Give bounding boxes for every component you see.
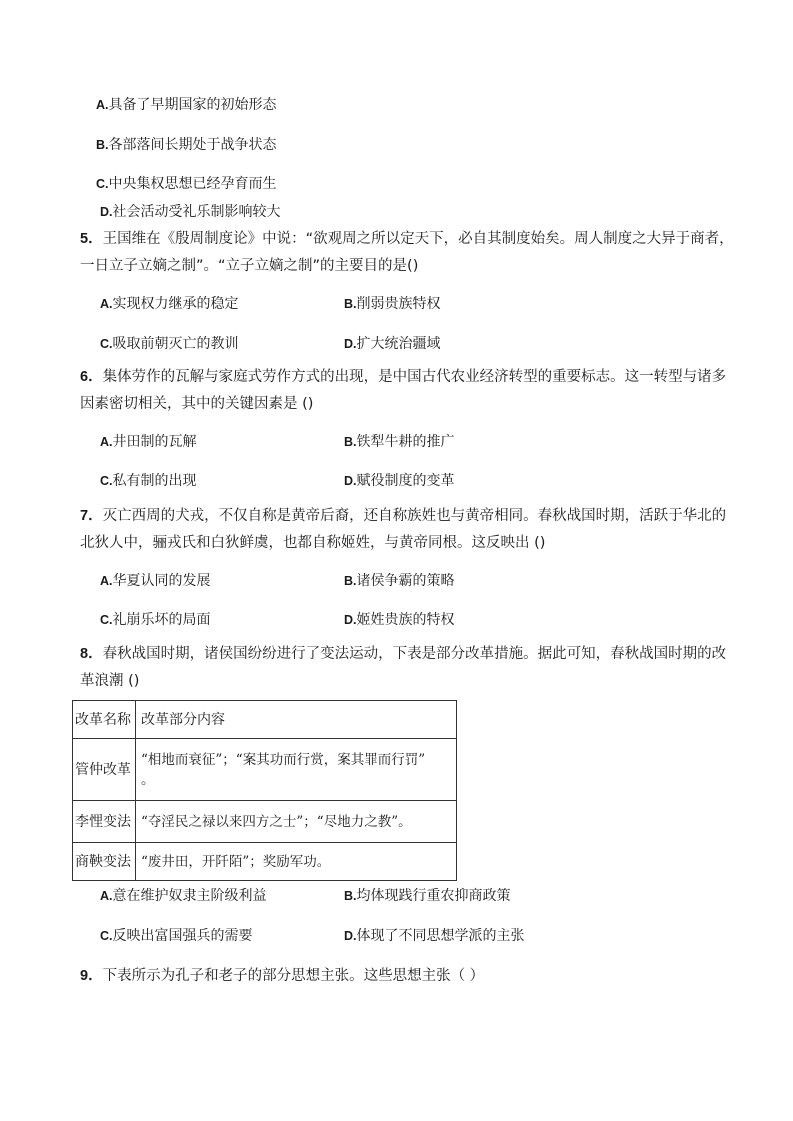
stem-text: 下表所示为孔子和老子的部分思想主张。这些思想主张（ ） bbox=[102, 968, 485, 984]
q7-stem-line1 bbox=[80, 507, 726, 525]
option-letter: C. bbox=[100, 929, 113, 943]
option-letter: C. bbox=[100, 474, 113, 488]
option-text: 反映出富国强兵的需要 bbox=[112, 928, 253, 944]
stem-text: 集体劳作的瓦解与家庭式劳作方式的出现，是中国古代农业经济转型的重要标志。这一转型与诸多 bbox=[102, 369, 727, 385]
q5-option-b[interactable] bbox=[344, 295, 441, 313]
reform-content bbox=[136, 739, 457, 801]
option-letter: A. bbox=[96, 98, 109, 112]
question-number: 7． bbox=[80, 508, 103, 524]
option-letter: B. bbox=[344, 297, 357, 311]
q6-option-d[interactable] bbox=[344, 472, 455, 490]
option-letter: C. bbox=[100, 337, 113, 351]
option-letter: C. bbox=[100, 613, 113, 627]
option-letter: B. bbox=[344, 435, 357, 449]
reform-content-line: “相地而衰征”；“案其功而行赏，案其罪而行罚” bbox=[141, 751, 426, 768]
question-number: 5． bbox=[80, 231, 103, 247]
q4-option-b[interactable] bbox=[96, 136, 277, 154]
option-text: 礼崩乐坏的局面 bbox=[112, 612, 211, 628]
q5-stem-line2: 一日立子立嫡之制”。“立子立嫡之制”的主要目的是() bbox=[80, 258, 419, 274]
stem-text: 王国维在《殷周制度论》中说：“欲观周之所以定天下，必自其制度始矣。周人制度之大异于商者， bbox=[102, 231, 734, 247]
option-letter: A. bbox=[100, 889, 113, 903]
option-letter: D. bbox=[344, 929, 357, 943]
reform-content-line: 。 bbox=[141, 771, 155, 788]
option-text: 中央集权思想已经孕育而生 bbox=[108, 176, 277, 192]
q8-option-a[interactable] bbox=[100, 887, 267, 905]
q8-option-b[interactable] bbox=[344, 887, 511, 905]
table-row bbox=[73, 801, 457, 843]
option-letter: D. bbox=[344, 337, 357, 351]
option-letter: A. bbox=[100, 574, 113, 588]
q4-option-c[interactable] bbox=[96, 175, 277, 193]
option-text: 社会活动受礼乐制影响较大 bbox=[112, 204, 281, 220]
reform-name: 商鞅变法 bbox=[73, 843, 136, 881]
table-header-content: 改革部分内容 bbox=[136, 701, 457, 739]
question-number: 6． bbox=[80, 369, 103, 385]
q7-option-b[interactable] bbox=[344, 572, 455, 590]
option-text: 均体现践行重农抑商政策 bbox=[356, 888, 511, 904]
table-header-name: 改革名称 bbox=[73, 701, 136, 739]
option-letter: B. bbox=[344, 889, 357, 903]
option-text: 吸取前朝灭亡的教训 bbox=[112, 336, 239, 352]
option-letter: D. bbox=[344, 613, 357, 627]
q6-option-a[interactable] bbox=[100, 433, 197, 451]
reform-content: “夺淫民之禄以来四方之士”；“尽地力之教”。 bbox=[136, 801, 457, 843]
q7-option-a[interactable] bbox=[100, 572, 211, 590]
q5-option-c[interactable] bbox=[100, 335, 239, 353]
option-text: 实现权力继承的稳定 bbox=[112, 296, 239, 312]
q6-stem-line2: 因素密切相关，其中的关键因素是 () bbox=[80, 396, 314, 412]
option-letter: A. bbox=[100, 297, 113, 311]
q7-option-d[interactable] bbox=[344, 611, 455, 629]
q7-option-c[interactable] bbox=[100, 611, 211, 629]
option-text: 华夏认同的发展 bbox=[112, 573, 211, 589]
option-text: 意在维护奴隶主阶级利益 bbox=[112, 888, 267, 904]
reform-name: 管仲改革 bbox=[73, 739, 136, 801]
question-number: 8． bbox=[80, 646, 103, 662]
table-header-row bbox=[73, 701, 457, 739]
option-text: 削弱贵族特权 bbox=[356, 296, 441, 312]
q6-stem-line1 bbox=[80, 368, 726, 386]
q8-option-c[interactable] bbox=[100, 927, 253, 945]
q9-stem-line1 bbox=[80, 967, 484, 985]
reform-table bbox=[72, 700, 457, 881]
option-text: 扩大统治疆域 bbox=[356, 336, 441, 352]
stem-text: 春秋战国时期，诸侯国纷纷进行了变法运动，下表是部分改革措施。据此可知，春秋战国时期的改 bbox=[102, 646, 727, 662]
option-text: 赋役制度的变革 bbox=[356, 473, 455, 489]
q5-option-d[interactable] bbox=[344, 335, 441, 353]
option-text: 各部落间长期处于战争状态 bbox=[108, 137, 277, 153]
option-letter: B. bbox=[344, 574, 357, 588]
question-number: 9． bbox=[80, 968, 103, 984]
option-letter: D. bbox=[100, 205, 113, 219]
option-letter: C. bbox=[96, 177, 109, 191]
q5-stem-line1 bbox=[80, 230, 734, 248]
q6-option-b[interactable] bbox=[344, 433, 455, 451]
q7-stem-line2: 北狄人中，骊戎氏和白狄鲜虞，也都自称姬姓，与黄帝同根。这反映出 () bbox=[80, 535, 546, 551]
table-row bbox=[73, 843, 457, 881]
option-text: 铁犁牛耕的推广 bbox=[356, 434, 455, 450]
reform-content: “废井田，开阡陌”；奖励军功。 bbox=[136, 843, 457, 881]
option-letter: B. bbox=[96, 138, 109, 152]
option-text: 具备了早期国家的初始形态 bbox=[108, 97, 277, 113]
q5-option-a[interactable] bbox=[100, 295, 239, 313]
q4-option-a[interactable] bbox=[96, 96, 277, 114]
option-text: 体现了不同思想学派的主张 bbox=[356, 928, 525, 944]
table-row bbox=[73, 739, 457, 801]
option-letter: D. bbox=[344, 474, 357, 488]
q6-option-c[interactable] bbox=[100, 472, 197, 490]
option-letter: A. bbox=[100, 435, 113, 449]
option-text: 姬姓贵族的特权 bbox=[356, 612, 455, 628]
q8-option-d[interactable] bbox=[344, 927, 525, 945]
reform-name: 李悝变法 bbox=[73, 801, 136, 843]
option-text: 井田制的瓦解 bbox=[112, 434, 197, 450]
option-text: 私有制的出现 bbox=[112, 473, 197, 489]
q8-stem-line1 bbox=[80, 645, 726, 663]
q8-stem-line2: 革浪潮 () bbox=[80, 673, 140, 689]
option-text: 诸侯争霸的策略 bbox=[356, 573, 455, 589]
stem-text: 灭亡西周的犬戎，不仅自称是黄帝后裔，还自称族姓也与黄帝相同。春秋战国时期，活跃于华北的 bbox=[102, 508, 727, 524]
q4-option-d[interactable] bbox=[100, 203, 281, 221]
